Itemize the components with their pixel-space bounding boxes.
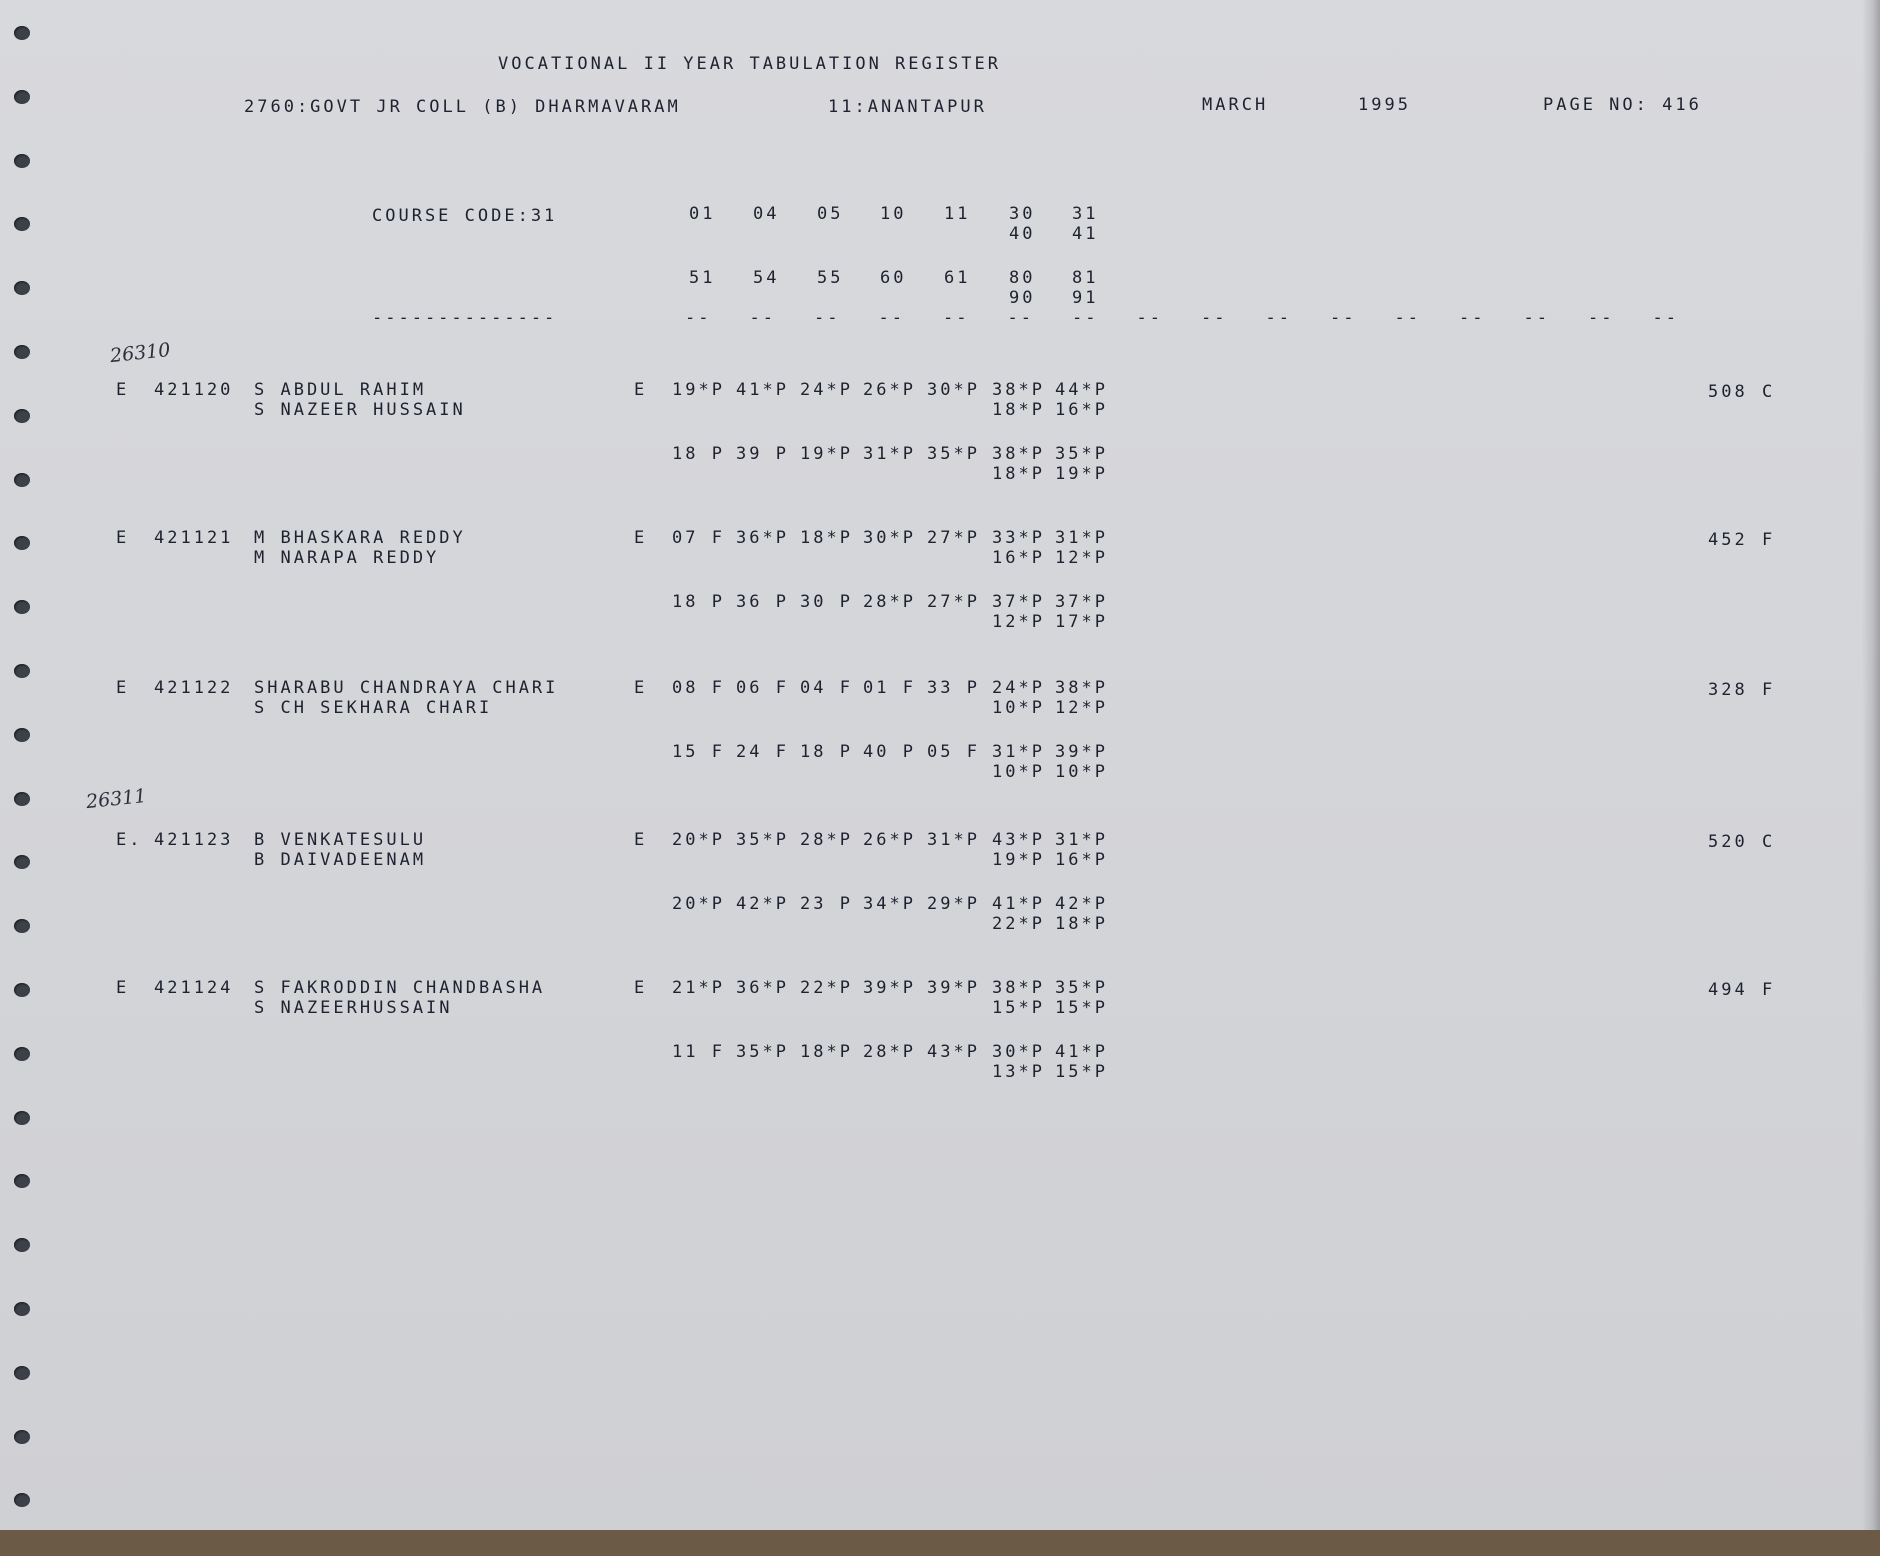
total-marks: 328 <box>1708 680 1748 700</box>
subject-code: 61 <box>944 268 971 288</box>
exam-year: 1995 <box>1358 95 1411 115</box>
dash-cell: -- <box>943 308 970 328</box>
mark-cell: 19*P <box>992 850 1045 870</box>
mark-cell: 41*P <box>992 894 1045 914</box>
dash-cell: -- <box>749 308 776 328</box>
mark-cell: 40 P <box>863 742 916 762</box>
mark-cell: 24 F <box>736 742 789 762</box>
mark-cell: 27*P <box>927 592 980 612</box>
mark-cell: 01 F <box>863 678 916 698</box>
mark-cell: 11 F <box>672 1042 725 1062</box>
mark-cell: 31*P <box>927 830 980 850</box>
mark-cell: 10*P <box>1055 762 1108 782</box>
mark-cell: 30*P <box>863 528 916 548</box>
parent-name: M NARAPA REDDY <box>254 548 440 568</box>
mark-cell: 38*P <box>992 978 1045 998</box>
mark-cell: 18*P <box>992 400 1045 420</box>
feed-hole <box>14 1111 30 1125</box>
student-prefix: E <box>116 978 130 998</box>
dash-cell: -- <box>1201 308 1228 328</box>
medium: E <box>634 678 648 698</box>
mark-cell: 22*P <box>800 978 853 998</box>
dash-cell: -- <box>1523 308 1550 328</box>
feed-hole <box>14 536 30 550</box>
page-edge <box>1862 0 1880 1540</box>
mark-cell: 18 P <box>672 592 725 612</box>
mark-cell: 04 F <box>800 678 853 698</box>
subject-code: 30 <box>1009 204 1036 224</box>
mark-cell: 19*P <box>672 380 725 400</box>
result-code: C <box>1762 382 1776 402</box>
mark-cell: 35*P <box>736 1042 789 1062</box>
mark-cell: 27*P <box>927 528 980 548</box>
dash-cell: -- <box>1330 308 1357 328</box>
page-number: PAGE NO: 416 <box>1543 95 1702 115</box>
student-name: SHARABU CHANDRAYA CHARI <box>254 678 559 698</box>
mark-cell: 30*P <box>927 380 980 400</box>
subject-code: 60 <box>880 268 907 288</box>
mark-cell: 17*P <box>1055 612 1108 632</box>
mark-cell: 24*P <box>800 380 853 400</box>
mark-cell: 18*P <box>1055 914 1108 934</box>
dash-cell: -- <box>1072 308 1099 328</box>
feed-hole <box>14 217 30 231</box>
total-marks: 452 <box>1708 530 1748 550</box>
medium: E <box>634 978 648 998</box>
feed-hole <box>14 281 30 295</box>
feed-hole <box>14 1302 30 1316</box>
roll-number: 421122 <box>154 678 234 698</box>
mark-cell: 36*P <box>736 528 789 548</box>
mark-cell: 31*P <box>1055 528 1108 548</box>
mark-cell: 20*P <box>672 830 725 850</box>
mark-cell: 20*P <box>672 894 725 914</box>
mark-cell: 16*P <box>992 548 1045 568</box>
feed-hole <box>14 600 30 614</box>
mark-cell: 23 P <box>800 894 853 914</box>
handwritten-note: 26311 <box>85 784 148 814</box>
feed-hole <box>14 90 30 104</box>
mark-cell: 35*P <box>1055 978 1108 998</box>
dash-cell: -- <box>1136 308 1163 328</box>
feed-hole <box>14 345 30 359</box>
subject-code: 90 <box>1009 288 1036 308</box>
mark-cell: 38*P <box>1055 678 1108 698</box>
mark-cell: 15*P <box>1055 998 1108 1018</box>
subject-code: 04 <box>753 204 780 224</box>
student-name: M BHASKARA REDDY <box>254 528 466 548</box>
mark-cell: 39 P <box>736 444 789 464</box>
mark-cell: 12*P <box>992 612 1045 632</box>
result-code: F <box>1762 980 1776 1000</box>
mark-cell: 18*P <box>992 464 1045 484</box>
mark-cell: 16*P <box>1055 400 1108 420</box>
feed-hole <box>14 983 30 997</box>
mark-cell: 28*P <box>863 1042 916 1062</box>
mark-cell: 37*P <box>992 592 1045 612</box>
mark-cell: 38*P <box>992 444 1045 464</box>
dash-cell: -- <box>1652 308 1679 328</box>
handwritten-note: 26310 <box>109 338 172 368</box>
mark-cell: 42*P <box>1055 894 1108 914</box>
student-prefix: E <box>116 380 130 400</box>
mark-cell: 19*P <box>800 444 853 464</box>
roll-number: 421123 <box>154 830 234 850</box>
parent-name: S NAZEER HUSSAIN <box>254 400 466 420</box>
mark-cell: 37*P <box>1055 592 1108 612</box>
mark-cell: 31*P <box>863 444 916 464</box>
subject-code: 54 <box>753 268 780 288</box>
college-name: 2760:GOVT JR COLL (B) DHARMAVARAM <box>244 97 681 117</box>
mark-cell: 10*P <box>992 762 1045 782</box>
mark-cell: 08 F <box>672 678 725 698</box>
feed-hole <box>14 1430 30 1444</box>
dash-cell: -- <box>814 308 841 328</box>
mark-cell: 35*P <box>736 830 789 850</box>
mark-cell: 18 P <box>800 742 853 762</box>
roll-number: 421124 <box>154 978 234 998</box>
mark-cell: 38*P <box>992 380 1045 400</box>
subject-code: 91 <box>1072 288 1099 308</box>
mark-cell: 06 F <box>736 678 789 698</box>
feed-hole <box>14 409 30 423</box>
mark-cell: 24*P <box>992 678 1045 698</box>
mark-cell: 36 P <box>736 592 789 612</box>
student-prefix: E <box>116 678 130 698</box>
subject-code: 01 <box>689 204 716 224</box>
feed-hole <box>14 792 30 806</box>
student-name: S FAKRODDIN CHANDBASHA <box>254 978 546 998</box>
mark-cell: 39*P <box>863 978 916 998</box>
mark-cell: 26*P <box>863 830 916 850</box>
subject-code: 05 <box>817 204 844 224</box>
roll-number: 421120 <box>154 380 234 400</box>
feed-hole <box>14 154 30 168</box>
mark-cell: 30 P <box>800 592 853 612</box>
total-marks: 508 <box>1708 382 1748 402</box>
binder-edge <box>0 1530 1880 1556</box>
student-name: B VENKATESULU <box>254 830 427 850</box>
mark-cell: 07 F <box>672 528 725 548</box>
mark-cell: 39*P <box>927 978 980 998</box>
subject-code: 40 <box>1009 224 1036 244</box>
medium: E <box>634 528 648 548</box>
district-name: 11:ANANTAPUR <box>828 97 987 117</box>
mark-cell: 10*P <box>992 698 1045 718</box>
mark-cell: 15*P <box>992 998 1045 1018</box>
mark-cell: 16*P <box>1055 850 1108 870</box>
mark-cell: 13*P <box>992 1062 1045 1082</box>
parent-name: S CH SEKHARA CHARI <box>254 698 493 718</box>
medium: E <box>634 380 648 400</box>
subject-code: 55 <box>817 268 844 288</box>
mark-cell: 26*P <box>863 380 916 400</box>
feed-hole <box>14 728 30 742</box>
dash-cell: -- <box>1265 308 1292 328</box>
mark-cell: 30*P <box>992 1042 1045 1062</box>
mark-cell: 28*P <box>863 592 916 612</box>
mark-cell: 44*P <box>1055 380 1108 400</box>
mark-cell: 31*P <box>992 742 1045 762</box>
course-code-label: COURSE CODE:31 <box>372 206 558 226</box>
mark-cell: 18*P <box>800 528 853 548</box>
mark-cell: 41*P <box>736 380 789 400</box>
feed-hole <box>14 1238 30 1252</box>
subject-code: 41 <box>1072 224 1099 244</box>
result-code: C <box>1762 832 1776 852</box>
mark-cell: 12*P <box>1055 548 1108 568</box>
medium: E <box>634 830 648 850</box>
mark-cell: 05 F <box>927 742 980 762</box>
subject-code: 31 <box>1072 204 1099 224</box>
mark-cell: 19*P <box>1055 464 1108 484</box>
mark-cell: 22*P <box>992 914 1045 934</box>
mark-cell: 18 P <box>672 444 725 464</box>
subject-code: 51 <box>689 268 716 288</box>
feed-hole <box>14 919 30 933</box>
subject-code: 10 <box>880 204 907 224</box>
parent-name: S NAZEERHUSSAIN <box>254 998 453 1018</box>
subject-code: 11 <box>944 204 971 224</box>
subject-code: 80 <box>1009 268 1036 288</box>
result-code: F <box>1762 680 1776 700</box>
feed-hole <box>14 1174 30 1188</box>
mark-cell: 18*P <box>800 1042 853 1062</box>
exam-month: MARCH <box>1202 95 1269 115</box>
mark-cell: 43*P <box>992 830 1045 850</box>
feed-hole <box>14 1366 30 1380</box>
dash-cell: -- <box>878 308 905 328</box>
parent-name: B DAIVADEENAM <box>254 850 427 870</box>
dash-cell: -- <box>1459 308 1486 328</box>
total-marks: 520 <box>1708 832 1748 852</box>
roll-number: 421121 <box>154 528 234 548</box>
dash-cell: -- <box>1007 308 1034 328</box>
mark-cell: 15 F <box>672 742 725 762</box>
result-code: F <box>1762 530 1776 550</box>
mark-cell: 12*P <box>1055 698 1108 718</box>
mark-cell: 36*P <box>736 978 789 998</box>
dash-cell: -- <box>685 308 712 328</box>
student-prefix: E. <box>116 830 143 850</box>
mark-cell: 29*P <box>927 894 980 914</box>
mark-cell: 39*P <box>1055 742 1108 762</box>
mark-cell: 15*P <box>1055 1062 1108 1082</box>
total-marks: 494 <box>1708 980 1748 1000</box>
mark-cell: 33 P <box>927 678 980 698</box>
dash-label: -------------- <box>372 308 558 328</box>
feed-hole <box>14 26 30 40</box>
mark-cell: 34*P <box>863 894 916 914</box>
feed-hole <box>14 855 30 869</box>
mark-cell: 35*P <box>927 444 980 464</box>
mark-cell: 41*P <box>1055 1042 1108 1062</box>
student-prefix: E <box>116 528 130 548</box>
feed-hole <box>14 473 30 487</box>
mark-cell: 21*P <box>672 978 725 998</box>
tractor-feed-holes <box>0 0 60 1540</box>
dash-cell: -- <box>1588 308 1615 328</box>
feed-hole <box>14 1047 30 1061</box>
mark-cell: 35*P <box>1055 444 1108 464</box>
register-title: VOCATIONAL II YEAR TABULATION REGISTER <box>498 54 1001 74</box>
mark-cell: 33*P <box>992 528 1045 548</box>
dash-cell: -- <box>1394 308 1421 328</box>
mark-cell: 28*P <box>800 830 853 850</box>
subject-code: 81 <box>1072 268 1099 288</box>
feed-hole <box>14 1493 30 1507</box>
student-name: S ABDUL RAHIM <box>254 380 427 400</box>
mark-cell: 43*P <box>927 1042 980 1062</box>
mark-cell: 31*P <box>1055 830 1108 850</box>
mark-cell: 42*P <box>736 894 789 914</box>
feed-hole <box>14 664 30 678</box>
